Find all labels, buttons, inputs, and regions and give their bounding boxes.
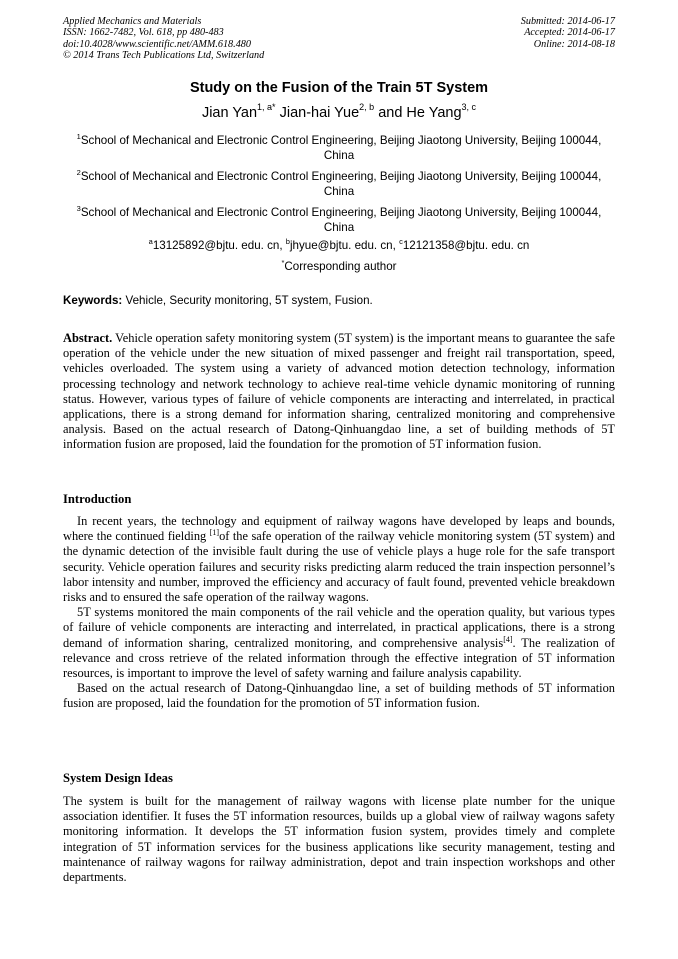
email-mark: b bbox=[285, 237, 290, 246]
affiliation-text: School of Mechanical and Electronic Control Engineering, Beijing Jiaotong University, Beijing 100044, China bbox=[80, 205, 602, 235]
affiliation-number: 2 bbox=[76, 168, 81, 177]
online-date: Online: 2014-08-18 bbox=[533, 38, 615, 50]
citation: [4] bbox=[503, 634, 513, 644]
paragraph-text: 5T systems monitored the main components of the rail vehicle and the operation quality, but various types of failure of vehicle components are interacting and interrelated, in practical applications, there is a strong demand of information sharing, centralized monitoring, and comprehensive analysis bbox=[63, 605, 615, 650]
affiliation-text: School of Mechanical and Electronic Control Engineering, Beijing Jiaotong University, Beijing 100044, China bbox=[80, 133, 602, 163]
email-address: jhyue@bjtu. edu. cn, bbox=[289, 238, 396, 252]
introduction-body bbox=[63, 514, 615, 712]
issn: ISSN: 1662-7482, Vol. 618, pp 480-483 bbox=[63, 27, 224, 39]
affiliation-number: 1 bbox=[76, 132, 81, 141]
submitted-date: Submitted: 2014-06-17 bbox=[520, 16, 615, 27]
paragraph-text: Based on the actual research of Datong-Qinhuangdao line, a set of building methods of 5T information fusion are proposed, laid the foundation for the promotion of 5T information fusion. bbox=[63, 681, 615, 711]
paragraph-text: In recent years, the technology and equipment of railway wagons have developed by leaps and bounds, where the continued fielding bbox=[63, 514, 615, 544]
doi: doi:10.4028/www.scientific.net/AMM.618.480 bbox=[63, 38, 251, 50]
author-affiliation-mark: 1, a* bbox=[257, 102, 276, 112]
accepted-date: Accepted: 2014-06-17 bbox=[524, 27, 615, 39]
section-heading-system-design: System Design Ideas bbox=[63, 771, 173, 785]
abstract-text: Vehicle operation safety monitoring system (5T system) is the important means to guarantee the safe operation of the vehicle under the new situation of mixed passenger and freight rail transportation, speed, vehicles overloaded. The system using a variety of advanced motion detection technology, information processing technology and network technology to achieve real-time vehicle dynamic monitoring of running status. However, various types of failure of vehicle components are interacting and interrelated, in practical applications, there is a strong demand for information sharing, centralized monitoring and comprehensive analysis. Based on the actual research of Datong-Qinhuangdao line, a set of building methods of 5T information fusion are proposed, laid the foundation for the promotion of 5T information fusion. bbox=[63, 331, 615, 452]
affiliation bbox=[70, 165, 608, 200]
author-conjunction: and bbox=[378, 104, 403, 121]
publication-dates bbox=[521, 16, 615, 50]
system-design-paragraph-1: The system is built for the management of railway wagons with license plate number for the unique association identifier. It fuses the 5T information resources, builds up a global view of railway wagons safety monitoring information. It develops the 5T information fusion system, provides timely and complete integration of 5T information services for the business applications like security management, testing and maintenance of railway wagons for railway administration, depot and train inspection workshops and other departments. bbox=[63, 794, 615, 885]
affiliation-text: School of Mechanical and Electronic Control Engineering, Beijing Jiaotong University, Beijing 100044, China bbox=[80, 169, 602, 199]
email-mark: a bbox=[148, 237, 153, 246]
paragraph-text: of the safe operation of the railway vehicle monitoring system (5T system) and the dynamic detection of the invisible fault during the use of vehicle plays a huge role for the safe transport security. Vehicle operation failures and security risks predicting alarm reduced the train inspection personnel’s labor intensity and number, improved the efficiency and accuracy of fault found, prevented vehicle breakdown risks and to ensured the safe operation of the railway wagons. bbox=[63, 529, 615, 605]
citation: [1] bbox=[209, 528, 220, 538]
abstract-label: Abstract. bbox=[63, 331, 113, 345]
abstract bbox=[63, 331, 615, 453]
affiliation-number: 3 bbox=[76, 204, 81, 213]
keywords-text: Vehicle, Security monitoring, 5T system, Fusion. bbox=[125, 294, 373, 307]
author-affiliation-mark: 2, b bbox=[359, 102, 375, 112]
paragraph-text: . The realization of relevance and cross retrieve of the related information through the effective integration of 5T information resources, is important to improve the level of safety warning and failure analysis capability. bbox=[63, 635, 615, 681]
affiliation bbox=[70, 129, 608, 164]
author-name: Jian Yan bbox=[201, 104, 258, 121]
author-list bbox=[0, 103, 678, 121]
corresponding-author-note bbox=[0, 258, 678, 273]
introduction-paragraph-1 bbox=[63, 514, 615, 605]
section-heading-introduction: Introduction bbox=[63, 492, 132, 506]
journal-info bbox=[63, 16, 264, 62]
keywords-label: Keywords: bbox=[63, 294, 123, 307]
corresponding-text: Corresponding author bbox=[284, 259, 397, 273]
email-mark: c bbox=[399, 237, 403, 246]
affiliation bbox=[70, 201, 608, 236]
paper-title: Study on the Fusion of the Train 5T System bbox=[189, 80, 489, 96]
email-address: 13125892@bjtu. edu. cn, bbox=[152, 238, 283, 252]
author-emails bbox=[0, 237, 678, 252]
author-name: He Yang bbox=[406, 104, 462, 121]
system-design-body bbox=[63, 794, 615, 885]
author-name: Jian-hai Yue bbox=[279, 104, 360, 121]
keywords bbox=[63, 294, 373, 307]
introduction-paragraph-3 bbox=[63, 681, 615, 711]
journal-name: Applied Mechanics and Materials bbox=[63, 16, 202, 27]
copyright: © 2014 Trans Tech Publications Ltd, Switzerland bbox=[63, 50, 265, 62]
corresponding-mark: * bbox=[281, 258, 285, 267]
introduction-paragraph-2 bbox=[63, 605, 615, 681]
email-address: 12121358@bjtu. edu. cn bbox=[402, 238, 530, 252]
author-affiliation-mark: 3, c bbox=[461, 102, 477, 112]
